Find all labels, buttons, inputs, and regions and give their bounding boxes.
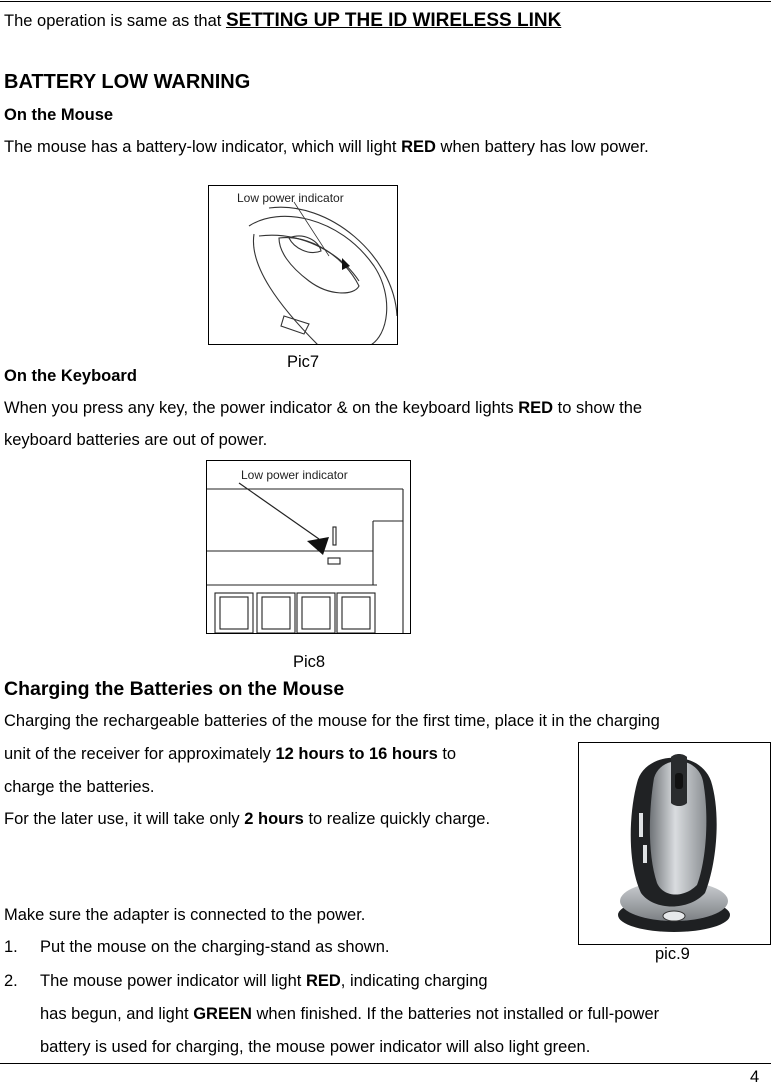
- pic9-caption: pic.9: [655, 945, 690, 963]
- mouse-subheading: On the Mouse: [4, 106, 114, 124]
- mouse-red-emphasis: RED: [401, 138, 436, 156]
- quick-charge-emphasis: 2 hours: [244, 810, 304, 828]
- step-2-number: 2.: [4, 972, 18, 990]
- pic8-label: Low power indicator: [241, 468, 348, 482]
- charging-text-4a: For the later use, it will take only: [4, 810, 245, 828]
- pic7-figure: [208, 185, 398, 345]
- charging-text-4b: to realize quickly charge.: [303, 810, 491, 828]
- mouse-text-1: The mouse has a battery-low indicator, which will light: [4, 138, 402, 156]
- step-2-text: [40, 972, 488, 991]
- charging-line-3: charge the batteries.: [4, 778, 155, 796]
- charging-line-4: [4, 810, 490, 829]
- page-number: 4: [750, 1068, 760, 1086]
- keyboard-illustration: [207, 461, 410, 633]
- bottom-rule: [0, 1063, 771, 1064]
- charging-line-2: [4, 745, 456, 764]
- step-2-cont-text-a: has begun, and light: [40, 1005, 194, 1023]
- step-2-text-b: , indicating charging: [340, 972, 488, 990]
- keyboard-text-1: When you press any key, the power indicator & on the keyboard lights: [4, 399, 519, 417]
- charging-hours-emphasis: 12 hours to 16 hours: [275, 745, 438, 763]
- keyboard-line-2: keyboard batteries are out of power.: [4, 431, 268, 449]
- charging-text-2b: to: [437, 745, 457, 763]
- charging-line-1: Charging the rechargeable batteries of the mouse for the first time, place it in the charging: [4, 712, 660, 730]
- step-2-text-a: The mouse power indicator will light: [40, 972, 306, 990]
- battery-warning-heading: BATTERY LOW WARNING: [4, 71, 251, 93]
- pic8-figure: [206, 460, 411, 634]
- setting-up-link[interactable]: SETTING UP THE ID WIRELESS LINK: [225, 10, 562, 31]
- green-emphasis: GREEN: [193, 1005, 252, 1023]
- pic8-caption: Pic8: [293, 653, 326, 671]
- keyboard-text-2: to show the: [553, 399, 643, 417]
- charging-text-2a: unit of the receiver for approximately: [4, 745, 276, 763]
- mouse-paragraph: [4, 138, 649, 157]
- step-2-red-emphasis: RED: [305, 972, 341, 990]
- intro-line: [4, 10, 561, 32]
- keyboard-subheading: On the Keyboard: [4, 367, 137, 385]
- charging-heading: Charging the Batteries on the Mouse: [4, 678, 345, 700]
- intro-text: The operation is same as that: [4, 12, 226, 30]
- step-1: [4, 938, 390, 957]
- top-rule: [0, 1, 771, 2]
- step-1-text: Put the mouse on the charging-stand as shown.: [40, 938, 390, 956]
- pic7-label: Low power indicator: [237, 191, 344, 205]
- step-2-cont-text-b: when finished. If the batteries not installed or full-power: [251, 1005, 660, 1023]
- keyboard-line-1: [4, 399, 642, 418]
- pic7-caption: Pic7: [287, 353, 320, 371]
- step-2: [4, 972, 488, 991]
- mouse-illustration: [209, 186, 397, 344]
- pic9-figure: [578, 742, 771, 945]
- step-2-continued-1: [40, 1005, 659, 1024]
- step-2-continued-2: battery is used for charging, the mouse power indicator will also light green.: [40, 1038, 591, 1056]
- mouse-text-2: when battery has low power.: [435, 138, 649, 156]
- mouse-charger-illustration: [579, 743, 770, 944]
- step-1-number: 1.: [4, 938, 18, 956]
- adapter-note: Make sure the adapter is connected to the power.: [4, 906, 366, 924]
- keyboard-red-emphasis: RED: [518, 399, 554, 417]
